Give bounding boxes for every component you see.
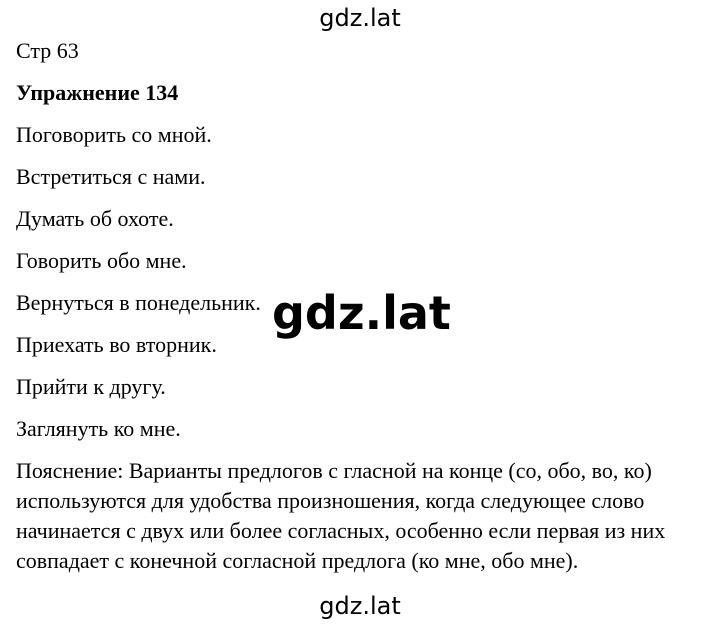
phrase-7: Прийти к другу. — [16, 374, 166, 399]
phrase-5: Вернуться в понедельник. — [16, 290, 261, 315]
phrase-1: Поговорить со мной. — [16, 122, 212, 147]
watermark-bottom: gdz.lat — [319, 592, 401, 620]
phrase-3: Думать об охоте. — [16, 206, 174, 231]
exercise-title: Упражнение 134 — [16, 80, 179, 105]
watermark-center: gdz.lat — [272, 286, 451, 340]
phrase-4: Говорить обо мне. — [16, 248, 187, 273]
phrase-6: Приехать во вторник. — [16, 332, 217, 357]
watermark-top: gdz.lat — [319, 4, 401, 32]
phrase-2: Встретиться с нами. — [16, 164, 206, 189]
phrase-8: Заглянуть ко мне. — [16, 416, 181, 441]
page-label: Стр 63 — [16, 38, 79, 63]
explanation-paragraph: Пояснение: Варианты предлогов с гласной на конце (со, обо, во, ко) используются для удобства произношения, когда следующее слово начинается с двух или более согласных, особенно если первая из них совпадает с конечной согласной предлога (ко мне, обо мне). — [16, 458, 666, 573]
